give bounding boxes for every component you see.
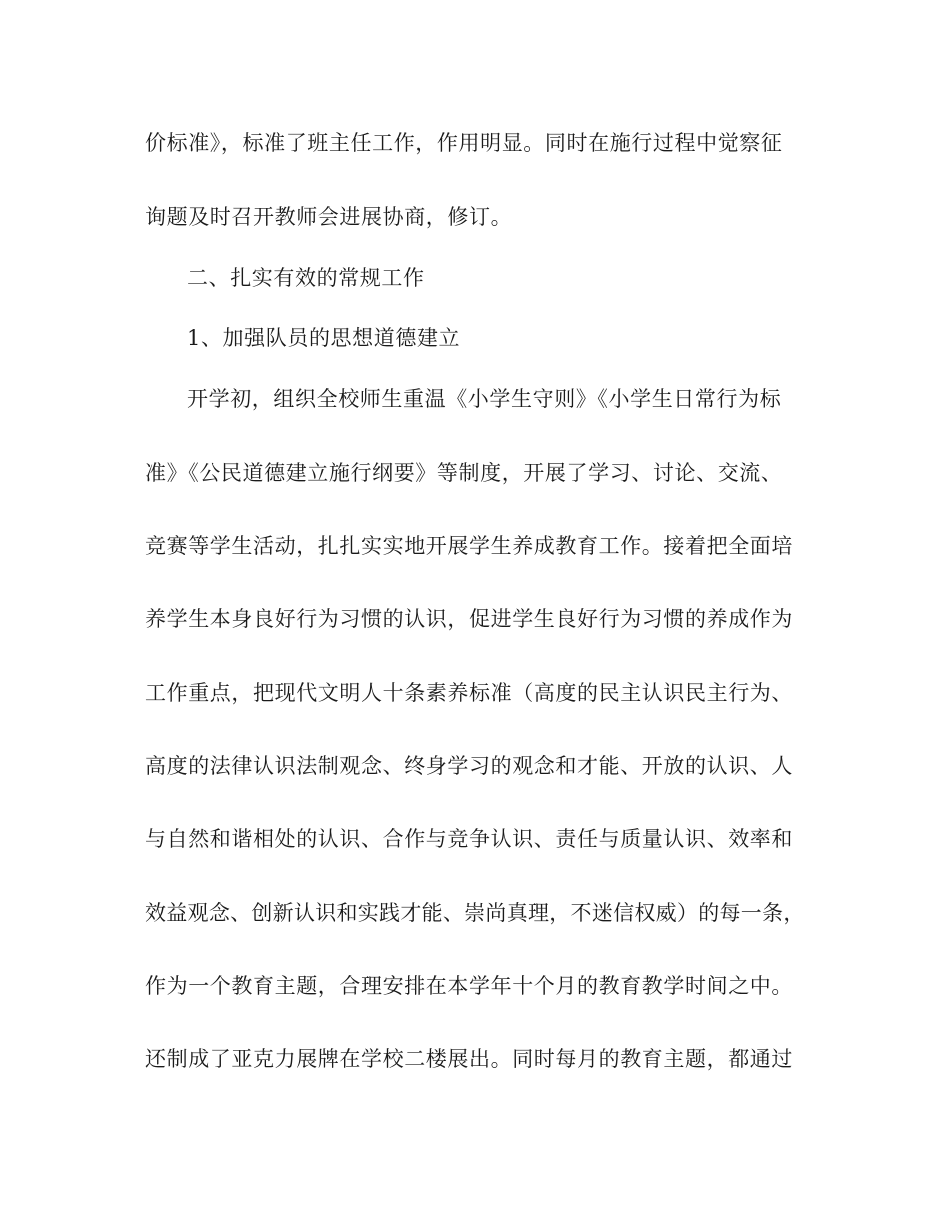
subsection-heading: 1、加强队员的思想道德建立 — [187, 326, 461, 350]
paragraph-line: 作为一个教育主题，合理安排在本学年十个月的教育教学时间之中。 — [145, 974, 793, 998]
paragraph-line: 竞赛等学生活动，扎扎实实地开展学生养成教育工作。接着把全面培 — [145, 534, 793, 558]
paragraph-line: 效益观念、创新认识和实践才能、崇尚真理，不迷信权威）的每一条， — [145, 901, 805, 925]
paragraph-line: 价标准》，标准了班主任工作，作用明显。同时在施行过程中觉察征 — [145, 131, 783, 155]
paragraph-line: 养学生本身良好行为习惯的认识，促进学生良好行为习惯的养成作为 — [145, 607, 793, 631]
paragraph-line: 还制成了亚克力展牌在学校二楼展出。同时每月的教育主题，都通过 — [145, 1047, 793, 1071]
paragraph-line: 高度的法律认识法制观念、终身学习的观念和才能、开放的认识、人 — [145, 754, 793, 778]
paragraph-line: 与自然和谐相处的认识、合作与竞争认识、责任与质量认识、效率和 — [145, 827, 793, 851]
paragraph-line: 询题及时召开教师会进展协商，修订。 — [145, 205, 513, 229]
paragraph-line: 开学初，组织全校师生重温《小学生守则》《小学生日常行为标 — [187, 387, 782, 411]
paragraph-line: 准》《公民道德建立施行纲要》等制度，开展了学习、讨论、交流、 — [145, 461, 783, 485]
paragraph-line: 工作重点，把现代文明人十条素养标准（高度的民主认识民主行为、 — [145, 681, 793, 705]
section-heading: 二、扎实有效的常规工作 — [187, 266, 425, 290]
